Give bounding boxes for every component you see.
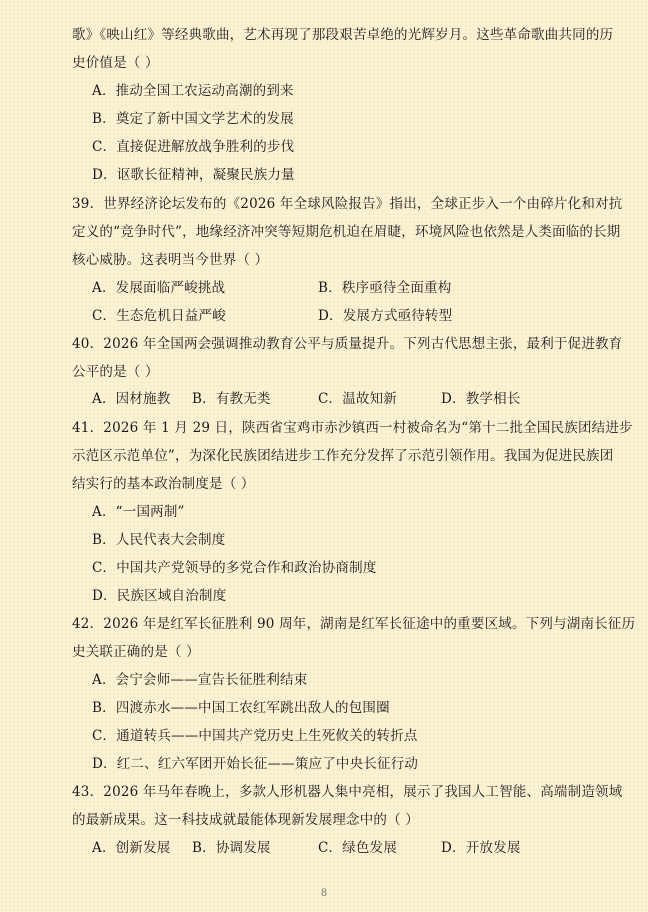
- question-39-text: 39．世界经济论坛发布的《2026 年全球风险报告》指出，全球正步入一个由碎片化和对抗: [72, 196, 623, 212]
- question-43-text: 43．2026 年马年春晚上，多款人形机器人集中亮相，展示了我国人工智能、高端制造领域: [72, 784, 623, 800]
- question-43-text: 的最新成果。这一科技成就最能体现新发展理念中的（ ）: [72, 812, 419, 828]
- q43-option-b[interactable]: B．协调发展: [192, 840, 271, 856]
- q41-option-d[interactable]: D．民族区域自治制度: [92, 588, 227, 604]
- question-42-text: 42．2026 年是红军长征胜利 90 周年，湖南是红军长征途中的重要区域。下列与湖南长征历: [72, 616, 636, 632]
- question-41-text: 41．2026 年 1 月 29 日，陕西省宝鸡市赤沙镇西一村被命名为“第十二批全国民族团结进步: [72, 420, 633, 436]
- question-39-text: 核心威胁。这表明当今世界（ ）: [72, 252, 269, 268]
- q41-option-b[interactable]: B．人民代表大会制度: [92, 532, 226, 548]
- option-b[interactable]: B．奠定了新中国文学艺术的发展: [92, 111, 294, 127]
- q40-option-c[interactable]: C．温故知新: [318, 391, 398, 407]
- q40-option-a[interactable]: A．因材施教: [92, 391, 171, 407]
- question-42-text: 史关联正确的是（ ）: [72, 644, 200, 660]
- q42-option-a[interactable]: A．会宁会师——宣告长征胜利结束: [92, 672, 308, 688]
- option-c[interactable]: C．直接促进解放战争胜利的步伐: [92, 139, 295, 155]
- q40-option-b[interactable]: B．有教无类: [192, 391, 271, 407]
- option-a[interactable]: A．推动全国工农运动高潮的到来: [92, 83, 294, 99]
- question-41-text: 结实行的基本政治制度是（ ）: [72, 476, 255, 492]
- q43-option-a[interactable]: A．创新发展: [92, 840, 171, 856]
- q43-option-d[interactable]: D．开放发展: [441, 840, 521, 856]
- q43-option-c[interactable]: C．绿色发展: [318, 840, 398, 856]
- question-text-line: 歌》《映山红》等经典歌曲，艺术再现了那段艰苦卓绝的光辉岁月。这些革命歌曲共同的历: [72, 27, 614, 43]
- q39-option-a[interactable]: A．发展面临严峻挑战: [92, 280, 226, 296]
- page-number: 8: [320, 888, 328, 899]
- question-40-text: 40．2026 年全国两会强调推动教育公平与质量提升。下列古代思想主张，最利于促进教育: [72, 336, 623, 352]
- q42-option-c[interactable]: C．通道转兵——中国共产党历史上生死攸关的转折点: [92, 728, 418, 744]
- q41-option-c[interactable]: C．中国共产党领导的多党合作和政治协商制度: [92, 560, 377, 576]
- question-41-text: 示范区示范单位”，为深化民族团结进步工作充分发挥了示范引领作用。我国为促进民族团: [72, 448, 614, 464]
- q41-option-a[interactable]: A．“一国两制”: [92, 504, 185, 520]
- q42-option-b[interactable]: B．四渡赤水——中国工农红军跳出敌人的包围圈: [92, 700, 390, 716]
- question-text-line: 史价值是（ ）: [72, 55, 159, 71]
- question-40-text: 公平的是（ ）: [72, 364, 159, 380]
- q39-option-d[interactable]: D．发展方式亟待转型: [318, 308, 453, 324]
- q39-option-b[interactable]: B．秩序亟待全面重构: [318, 280, 452, 296]
- q40-option-d[interactable]: D．教学相长: [441, 391, 521, 407]
- q42-option-d[interactable]: D．红二、红六军团开始长征——策应了中央长征行动: [92, 756, 419, 772]
- q39-option-c[interactable]: C．生态危机日益严峻: [92, 308, 226, 324]
- option-d[interactable]: D．讴歌长征精神，凝聚民族力量: [92, 167, 295, 183]
- question-39-text: 定义的“竞争时代”，地缘经济冲突等短期危机迫在眉睫，环境风险也依然是人类面临的长期: [72, 224, 621, 240]
